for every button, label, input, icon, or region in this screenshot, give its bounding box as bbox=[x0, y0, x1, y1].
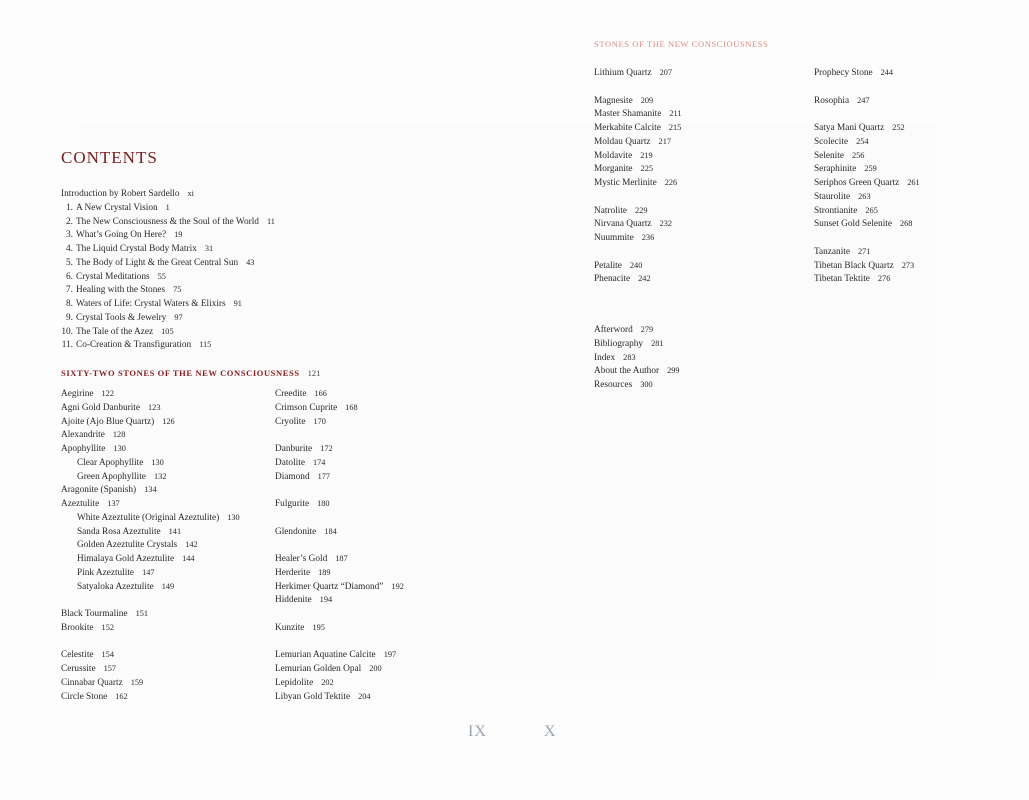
toc-entry bbox=[275, 470, 404, 484]
entry-title: Aegirine bbox=[61, 389, 94, 399]
toc-entry bbox=[61, 283, 275, 297]
toc-entry bbox=[61, 215, 275, 229]
toc-entry bbox=[61, 415, 240, 429]
entry-title: White Azeztulite (Original Azeztulite) bbox=[77, 512, 220, 523]
entry-page-number: 200 bbox=[369, 664, 382, 673]
chapter-number: 2. bbox=[66, 216, 73, 227]
entry-title: Phenacite bbox=[594, 274, 631, 285]
toc-entry bbox=[61, 242, 275, 256]
intro-chapter-list bbox=[61, 187, 275, 352]
entry-page-number: 141 bbox=[168, 526, 182, 536]
toc-entry bbox=[814, 272, 920, 286]
entry-page-number: 217 bbox=[658, 136, 671, 146]
toc-entry bbox=[594, 364, 680, 378]
chapter-number: 6. bbox=[66, 271, 73, 282]
entry-page-number: 170 bbox=[313, 416, 326, 426]
chapter-number: 7. bbox=[66, 285, 73, 296]
entry-page-number: 126 bbox=[162, 416, 175, 426]
entry-page-number: 174 bbox=[312, 457, 326, 467]
toc-entry bbox=[275, 552, 404, 566]
entry-page-number: 151 bbox=[135, 609, 149, 618]
entry-title: Natrolite bbox=[594, 205, 628, 216]
entry-page-number: 194 bbox=[319, 595, 333, 605]
entry-title: Petalite bbox=[594, 260, 622, 271]
list-spacer bbox=[814, 107, 920, 121]
toc-entry bbox=[275, 690, 404, 704]
entry-title: Cerussite bbox=[61, 664, 96, 674]
entry-page-number: 242 bbox=[638, 274, 651, 284]
toc-entry bbox=[61, 690, 240, 704]
chapter-number: 11. bbox=[61, 340, 73, 351]
toc-entry bbox=[61, 187, 275, 201]
toc-entry bbox=[814, 66, 920, 80]
chapter-number: 1. bbox=[66, 202, 73, 213]
toc-entry bbox=[594, 204, 682, 218]
entry-title: Crystal Tools & Jewelry bbox=[76, 312, 167, 323]
entry-title: The Liquid Crystal Body Matrix bbox=[76, 244, 197, 254]
entry-title: Seriphos Green Quartz bbox=[814, 178, 900, 188]
entry-page-number: 276 bbox=[877, 274, 891, 284]
toc-entry bbox=[61, 228, 275, 242]
entry-page-number: 240 bbox=[629, 260, 643, 270]
entry-title: Golden Azeztulite Crystals bbox=[77, 540, 178, 551]
entry-page-number: 137 bbox=[107, 499, 120, 508]
toc-entry bbox=[275, 648, 404, 662]
entry-title: Herkimer Quartz “Diamond” bbox=[275, 581, 384, 592]
toc-entry bbox=[61, 456, 240, 470]
entry-title: Resources bbox=[594, 380, 633, 390]
list-spacer bbox=[275, 607, 404, 621]
toc-entry bbox=[814, 149, 920, 163]
entry-page-number: 232 bbox=[659, 219, 673, 229]
toc-entry bbox=[814, 162, 920, 176]
entry-title: Co-Creation & Transfiguration bbox=[76, 340, 192, 351]
entry-page-number: 197 bbox=[383, 650, 397, 660]
toc-entry bbox=[594, 149, 682, 163]
toc-entry bbox=[61, 338, 275, 352]
entry-title: Nuummite bbox=[594, 233, 634, 243]
entry-page-number: 177 bbox=[317, 471, 331, 481]
entry-title: Cinnabar Quartz bbox=[61, 677, 123, 688]
toc-entry bbox=[594, 107, 682, 121]
entry-title: Pink Azeztulite bbox=[77, 567, 135, 578]
entry-title: Apophyllite bbox=[61, 444, 106, 454]
list-spacer bbox=[814, 231, 920, 245]
stones-section-heading bbox=[61, 368, 320, 378]
entry-title: Magnesite bbox=[594, 95, 633, 106]
toc-entry bbox=[61, 525, 240, 539]
entry-page-number: 123 bbox=[148, 402, 161, 412]
entry-page-number: 252 bbox=[892, 123, 905, 132]
entry-page-number: 130 bbox=[113, 444, 126, 453]
entry-page-number: 263 bbox=[858, 191, 871, 201]
toc-entry bbox=[275, 676, 404, 690]
toc-entry bbox=[61, 552, 240, 566]
toc-entry bbox=[594, 135, 682, 149]
entry-page-number: 273 bbox=[901, 260, 915, 270]
entry-title: Satya Mani Quartz bbox=[814, 123, 885, 133]
entry-page-number: 261 bbox=[907, 178, 920, 187]
entry-page-number: 11 bbox=[266, 216, 275, 226]
entry-page-number: 154 bbox=[101, 650, 114, 660]
entry-title: Sanda Rosa Azeztulite bbox=[77, 526, 161, 537]
list-spacer bbox=[275, 538, 404, 552]
toc-entry bbox=[594, 272, 682, 286]
entry-page-number: 215 bbox=[668, 123, 682, 132]
toc-entry bbox=[61, 662, 240, 676]
toc-entry bbox=[275, 525, 404, 539]
entry-page-number: xi bbox=[187, 189, 194, 198]
toc-entry bbox=[594, 351, 680, 365]
list-spacer bbox=[275, 635, 404, 649]
entry-page-number: 207 bbox=[659, 68, 673, 77]
list-spacer bbox=[275, 483, 404, 497]
entry-page-number: 157 bbox=[103, 664, 117, 673]
entry-title: Creedite bbox=[275, 389, 307, 399]
entry-title: Sunset Gold Selenite bbox=[814, 219, 892, 230]
entry-title: Lepidolite bbox=[275, 677, 314, 688]
chapter-number: 3. bbox=[66, 230, 73, 241]
entry-title: About the Author bbox=[594, 366, 660, 377]
entry-title: Strontianite bbox=[814, 205, 858, 216]
entry-page-number: 31 bbox=[204, 244, 214, 253]
toc-entry bbox=[594, 121, 682, 135]
entry-page-number: 209 bbox=[640, 95, 654, 105]
toc-entry bbox=[275, 401, 404, 415]
toc-entry bbox=[61, 201, 275, 215]
entry-title: Index bbox=[594, 352, 616, 363]
entry-title: Fulgurite bbox=[275, 499, 310, 509]
toc-entry bbox=[275, 662, 404, 676]
entry-title: Afterword bbox=[594, 325, 633, 335]
toc-entry bbox=[275, 593, 404, 607]
list-spacer bbox=[594, 80, 682, 94]
entry-title: A New Crystal Vision bbox=[76, 202, 158, 213]
entry-page-number: 132 bbox=[153, 471, 167, 481]
entry-page-number: 189 bbox=[318, 567, 331, 577]
entry-title: Moldavite bbox=[594, 150, 633, 161]
entry-title: Crimson Cuprite bbox=[275, 402, 338, 413]
entry-page-number: 192 bbox=[391, 581, 404, 591]
entry-title: Introduction by Robert Sardello bbox=[61, 189, 180, 199]
folio-right: X bbox=[544, 723, 557, 740]
entry-title: Kunzite bbox=[275, 622, 305, 633]
entry-title: Waters of Life: Crystal Waters & Elixirs bbox=[76, 299, 226, 309]
entry-title: Seraphinite bbox=[814, 164, 857, 175]
entry-page-number: 247 bbox=[857, 95, 870, 105]
entry-page-number: 128 bbox=[112, 430, 126, 440]
right-running-heading: STONES OF THE NEW CONSCIOUSNESS bbox=[594, 39, 769, 49]
entry-page-number: 283 bbox=[623, 352, 636, 362]
entry-title: Moldau Quartz bbox=[594, 136, 651, 147]
chapter-number: 9. bbox=[66, 312, 73, 323]
entry-title: Tibetan Tektite bbox=[814, 274, 870, 285]
entry-title: Merkabite Calcite bbox=[594, 123, 661, 133]
toc-entry bbox=[61, 607, 240, 621]
entry-title: Morganite bbox=[594, 164, 633, 175]
stones-section-page: 121 bbox=[307, 368, 321, 378]
entry-page-number: 204 bbox=[358, 691, 371, 701]
entry-title: Tanzanite bbox=[814, 246, 850, 257]
entry-page-number: 229 bbox=[635, 205, 648, 215]
toc-entry bbox=[61, 580, 240, 594]
entry-page-number: 265 bbox=[865, 205, 878, 215]
entry-page-number: 166 bbox=[314, 389, 327, 398]
toc-entry bbox=[275, 621, 404, 635]
entry-title: Herderite bbox=[275, 567, 311, 578]
toc-entry bbox=[594, 323, 680, 337]
entry-page-number: 91 bbox=[233, 299, 242, 308]
entry-page-number: 187 bbox=[335, 554, 348, 563]
entry-title: Green Apophyllite bbox=[77, 471, 146, 482]
list-spacer bbox=[61, 593, 240, 607]
chapter-number: 5. bbox=[66, 257, 73, 268]
toc-entry bbox=[61, 311, 275, 325]
entry-page-number: 105 bbox=[161, 326, 174, 336]
toc-entry bbox=[61, 566, 240, 580]
entry-title: Aragonite (Spanish) bbox=[61, 485, 137, 496]
toc-entry bbox=[594, 337, 680, 351]
list-spacer bbox=[594, 190, 682, 204]
entry-title: Celestite bbox=[61, 650, 94, 661]
entry-title: Diamond bbox=[275, 471, 310, 482]
contents-title: CONTENTS bbox=[61, 148, 158, 167]
entry-page-number: 219 bbox=[640, 150, 653, 160]
stones-column-4 bbox=[814, 66, 920, 286]
entry-title: Lithium Quartz bbox=[594, 68, 652, 78]
toc-entry bbox=[61, 325, 275, 339]
entry-title: What’s Going On Here? bbox=[76, 230, 167, 241]
toc-entry bbox=[61, 442, 240, 456]
toc-entry bbox=[814, 135, 920, 149]
entry-title: Alexandrite bbox=[61, 430, 105, 441]
entry-title: Tibetan Black Quartz bbox=[814, 260, 894, 271]
toc-entry bbox=[61, 387, 240, 401]
entry-page-number: 147 bbox=[142, 567, 155, 577]
toc-entry bbox=[594, 94, 682, 108]
entry-title: Staurolite bbox=[814, 191, 851, 202]
list-spacer bbox=[594, 245, 682, 259]
toc-entry bbox=[275, 415, 404, 429]
entry-page-number: 152 bbox=[101, 622, 114, 632]
toc-entry bbox=[61, 497, 240, 511]
entry-title: Clear Apophyllite bbox=[77, 457, 144, 468]
entry-page-number: 122 bbox=[101, 389, 114, 398]
toc-entry bbox=[814, 190, 920, 204]
entry-title: Hiddenite bbox=[275, 595, 312, 606]
toc-entry bbox=[594, 66, 682, 80]
toc-entry bbox=[594, 378, 680, 392]
toc-entry bbox=[594, 162, 682, 176]
stones-column-2 bbox=[275, 387, 404, 703]
entry-title: Lemurian Aquatine Calcite bbox=[275, 650, 376, 661]
entry-title: Datolite bbox=[275, 457, 305, 468]
entry-page-number: 256 bbox=[851, 150, 865, 160]
entry-page-number: 281 bbox=[651, 338, 664, 348]
entry-page-number: 279 bbox=[640, 325, 654, 334]
entry-title: Rosophia bbox=[814, 95, 850, 106]
stones-column-3 bbox=[594, 66, 682, 286]
entry-page-number: 244 bbox=[880, 68, 894, 77]
entry-page-number: 144 bbox=[182, 554, 195, 563]
entry-page-number: 184 bbox=[324, 526, 337, 536]
toc-entry bbox=[61, 256, 275, 270]
entry-page-number: 159 bbox=[130, 677, 144, 687]
toc-entry bbox=[61, 270, 275, 284]
folio-left: IX bbox=[468, 723, 487, 740]
toc-entry bbox=[61, 621, 240, 635]
toc-entry bbox=[61, 538, 240, 552]
entry-title: The New Consciousness & the Soul of the World bbox=[76, 216, 259, 227]
chapter-number: 8. bbox=[66, 299, 73, 309]
entry-title: Brookite bbox=[61, 622, 94, 633]
toc-entry bbox=[594, 259, 682, 273]
entry-title: Scolecite bbox=[814, 136, 849, 147]
entry-page-number: 254 bbox=[856, 136, 869, 146]
entry-title: Ajoite (Ajo Blue Quartz) bbox=[61, 416, 155, 427]
toc-entry bbox=[61, 297, 275, 311]
list-spacer bbox=[275, 428, 404, 442]
entry-page-number: 130 bbox=[151, 457, 164, 467]
entry-page-number: 259 bbox=[864, 164, 877, 174]
entry-title: Danburite bbox=[275, 444, 313, 454]
entry-page-number: 1 bbox=[165, 202, 170, 212]
list-spacer bbox=[275, 511, 404, 525]
entry-page-number: 268 bbox=[899, 219, 913, 229]
toc-entry bbox=[61, 401, 240, 415]
entry-title: Black Tourmaline bbox=[61, 609, 128, 619]
entry-page-number: 43 bbox=[246, 257, 255, 267]
entry-page-number: 211 bbox=[669, 109, 682, 119]
toc-entry bbox=[61, 511, 240, 525]
toc-entry bbox=[814, 217, 920, 231]
list-spacer bbox=[61, 635, 240, 649]
toc-entry bbox=[814, 259, 920, 273]
entry-page-number: 75 bbox=[173, 285, 182, 295]
toc-entry bbox=[814, 245, 920, 259]
toc-entry bbox=[594, 217, 682, 231]
entry-page-number: 19 bbox=[174, 230, 183, 240]
entry-title: Satyaloka Azeztulite bbox=[77, 581, 154, 592]
entry-page-number: 236 bbox=[641, 233, 655, 242]
entry-page-number: 172 bbox=[320, 444, 333, 453]
chapter-number: 10. bbox=[61, 326, 73, 337]
entry-page-number: 168 bbox=[345, 402, 358, 412]
entry-page-number: 55 bbox=[157, 271, 166, 281]
chapter-number: 4. bbox=[66, 244, 73, 254]
toc-entry bbox=[275, 580, 404, 594]
toc-entry bbox=[814, 121, 920, 135]
entry-page-number: 299 bbox=[667, 366, 680, 376]
toc-entry bbox=[61, 428, 240, 442]
toc-entry bbox=[594, 176, 682, 190]
entry-page-number: 142 bbox=[185, 540, 198, 550]
entry-title: Glendonite bbox=[275, 526, 317, 537]
entry-title: The Body of Light & the Great Central Sun bbox=[76, 257, 239, 268]
entry-title: Healer’s Gold bbox=[275, 554, 328, 564]
stones-section-title: SIXTY-TWO STONES OF THE NEW CONSCIOUSNESS bbox=[61, 368, 300, 378]
toc-entry bbox=[814, 94, 920, 108]
entry-page-number: 97 bbox=[174, 312, 183, 322]
toc-entry bbox=[275, 387, 404, 401]
toc-entry bbox=[61, 470, 240, 484]
entry-page-number: 134 bbox=[144, 485, 157, 495]
entry-title: Circle Stone bbox=[61, 691, 108, 702]
back-matter-list bbox=[594, 323, 680, 392]
toc-entry bbox=[61, 648, 240, 662]
toc-entry bbox=[594, 231, 682, 245]
entry-page-number: 149 bbox=[161, 581, 175, 591]
entry-page-number: 195 bbox=[312, 622, 325, 632]
entry-title: The Tale of the Azez bbox=[76, 326, 154, 337]
entry-title: Master Shamanite bbox=[594, 109, 662, 120]
entry-page-number: 180 bbox=[317, 499, 330, 508]
toc-entry bbox=[814, 176, 920, 190]
toc-entry bbox=[275, 442, 404, 456]
toc-entry bbox=[275, 497, 404, 511]
toc-entry bbox=[61, 483, 240, 497]
entry-title: Himalaya Gold Azeztulite bbox=[77, 554, 175, 564]
stones-column-1 bbox=[61, 387, 240, 703]
entry-page-number: 300 bbox=[640, 380, 653, 389]
entry-title: Mystic Merlinite bbox=[594, 178, 657, 188]
list-spacer bbox=[814, 80, 920, 94]
toc-entry bbox=[275, 456, 404, 470]
entry-page-number: 115 bbox=[199, 340, 212, 350]
toc-entry bbox=[275, 566, 404, 580]
entry-title: Agni Gold Danburite bbox=[61, 402, 141, 413]
entry-title: Crystal Meditations bbox=[76, 271, 150, 282]
entry-page-number: 202 bbox=[321, 677, 334, 687]
entry-title: Cryolite bbox=[275, 416, 306, 427]
entry-title: Prophecy Stone bbox=[814, 68, 873, 78]
entry-title: Azeztulite bbox=[61, 499, 100, 509]
entry-title: Lemurian Golden Opal bbox=[275, 664, 362, 674]
entry-title: Libyan Gold Tektite bbox=[275, 691, 351, 702]
entry-page-number: 226 bbox=[664, 178, 678, 187]
entry-page-number: 271 bbox=[858, 246, 871, 256]
entry-page-number: 130 bbox=[227, 512, 240, 522]
entry-page-number: 162 bbox=[115, 691, 128, 701]
entry-title: Healing with the Stones bbox=[76, 285, 166, 296]
entry-title: Selenite bbox=[814, 150, 844, 161]
entry-title: Nirvana Quartz bbox=[594, 219, 652, 230]
toc-entry bbox=[814, 204, 920, 218]
toc-entry bbox=[61, 676, 240, 690]
entry-title: Bibliography bbox=[594, 338, 644, 349]
entry-page-number: 225 bbox=[640, 164, 654, 174]
